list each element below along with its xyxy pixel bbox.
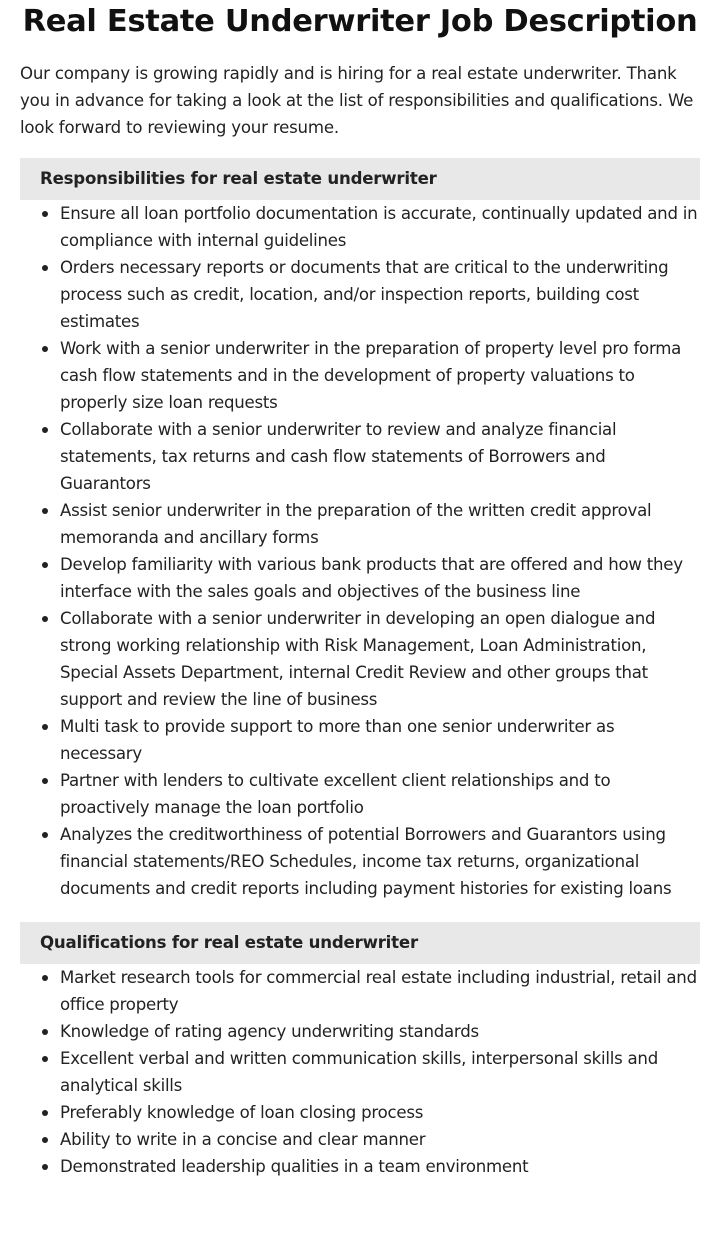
qualification-text: Ability to write in a concise and clear manner: [60, 1130, 426, 1149]
bullet-icon: [42, 1056, 48, 1062]
list-item: [20, 1153, 700, 1180]
qualification-text: Preferably knowledge of loan closing process: [60, 1103, 424, 1122]
list-item: [20, 416, 700, 497]
responsibility-text: Partner with lenders to cultivate excellent client relationships and to proactively manage the loan portfolio: [60, 771, 611, 817]
responsibility-text: Develop familiarity with various bank products that are offered and how they interface with the sales goals and objectives of the business line: [60, 555, 683, 601]
responsibility-text: Analyzes the creditworthiness of potential Borrowers and Guarantors using financial statements/REO Schedules, income tax returns, organizational documents and credit reports including payment histories for existing loans: [60, 825, 672, 898]
list-item: [20, 1045, 700, 1099]
responsibility-text: Assist senior underwriter in the preparation of the written credit approval memoranda and ancillary forms: [60, 501, 652, 547]
qualification-text: Knowledge of rating agency underwriting standards: [60, 1022, 479, 1041]
list-item: [20, 551, 700, 605]
responsibilities-heading: Responsibilities for real estate underwriter: [20, 158, 700, 200]
qualifications-heading: Qualifications for real estate underwriter: [20, 922, 700, 964]
list-item: [20, 1099, 700, 1126]
bullet-icon: [42, 508, 48, 514]
qualification-text: Market research tools for commercial real estate including industrial, retail and office property: [60, 968, 697, 1014]
bullet-icon: [42, 562, 48, 568]
qualifications-list: [20, 964, 700, 1180]
responsibilities-list: [20, 200, 700, 902]
bullet-icon: [42, 724, 48, 730]
bullet-icon: [42, 265, 48, 271]
list-item: [20, 1018, 700, 1045]
list-item: [20, 713, 700, 767]
bullet-icon: [42, 1137, 48, 1143]
qualification-text: Excellent verbal and written communication skills, interpersonal skills and analytical skills: [60, 1049, 658, 1095]
page-title: Real Estate Underwriter Job Description: [22, 4, 698, 39]
bullet-icon: [42, 1110, 48, 1116]
responsibility-text: Ensure all loan portfolio documentation is accurate, continually updated and in compliance with internal guidelines: [60, 204, 698, 250]
bullet-icon: [42, 1029, 48, 1035]
intro-paragraph: Our company is growing rapidly and is hiring for a real estate underwriter. Thank you in advance for taking a look at the list of responsibilities and qualifications. We look forward to reviewing your resume.: [20, 64, 694, 137]
list-item: [20, 767, 700, 821]
bullet-icon: [42, 778, 48, 784]
responsibility-text: Orders necessary reports or documents that are critical to the underwriting process such as credit, location, and/or inspection reports, building cost estimates: [60, 258, 669, 331]
list-item: [20, 254, 700, 335]
bullet-icon: [42, 427, 48, 433]
responsibility-text: Multi task to provide support to more than one senior underwriter as necessary: [60, 717, 615, 763]
qualification-text: Demonstrated leadership qualities in a team environment: [60, 1157, 529, 1176]
list-item: [20, 964, 700, 1018]
responsibility-text: Work with a senior underwriter in the preparation of property level pro forma cash flow statements and in the development of property valuations to properly size loan requests: [60, 339, 682, 412]
bullet-icon: [42, 211, 48, 217]
list-item: [20, 1126, 700, 1153]
list-item: [20, 335, 700, 416]
bullet-icon: [42, 616, 48, 622]
list-item: [20, 605, 700, 713]
bullet-icon: [42, 832, 48, 838]
list-item: [20, 200, 700, 254]
responsibility-text: Collaborate with a senior underwriter to review and analyze financial statements, tax returns and cash flow statements of Borrowers and Guarantors: [60, 420, 617, 493]
list-item: [20, 497, 700, 551]
bullet-icon: [42, 1164, 48, 1170]
list-item: [20, 821, 700, 902]
bullet-icon: [42, 975, 48, 981]
bullet-icon: [42, 346, 48, 352]
responsibility-text: Collaborate with a senior underwriter in developing an open dialogue and strong working relationship with Risk Management, Loan Administration, Special Assets Department, internal Credit Review and other groups that support and review the line of business: [60, 609, 656, 709]
